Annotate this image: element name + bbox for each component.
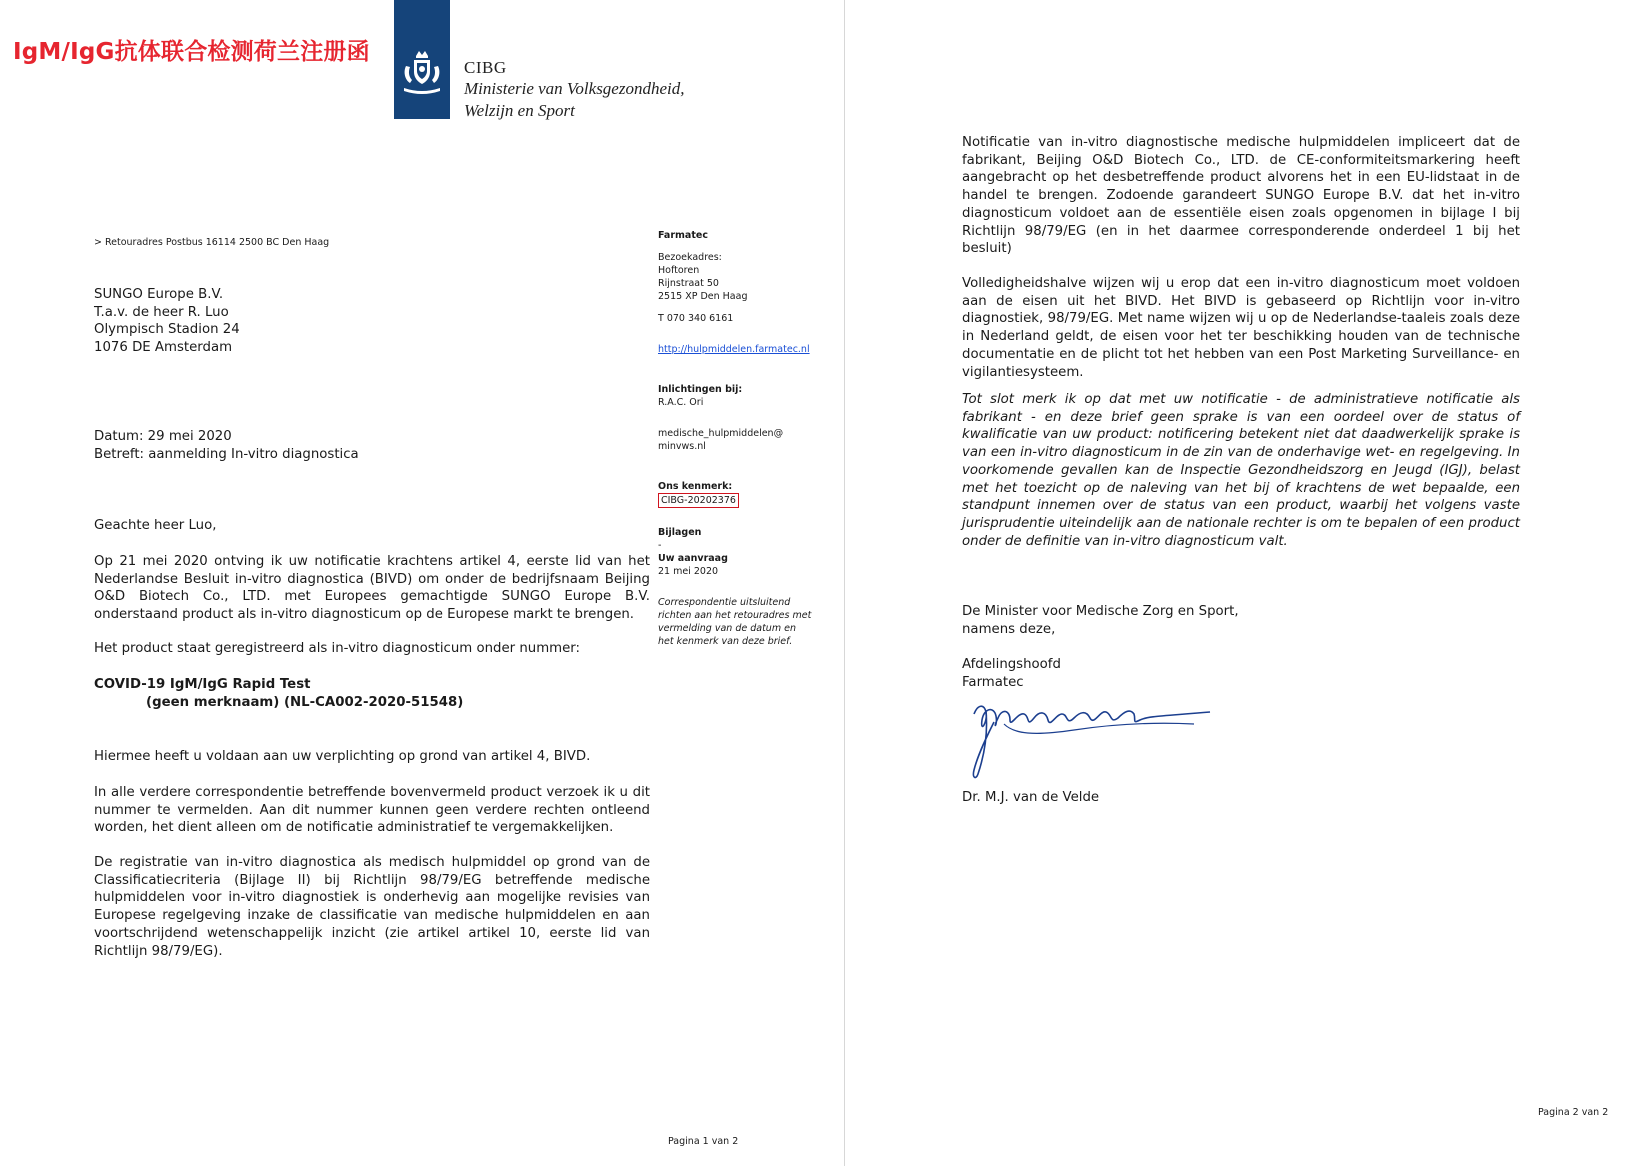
product-block xyxy=(94,676,463,711)
request-label: Uw aanvraag xyxy=(658,553,728,564)
closing-line: De Minister voor Medische Zorg en Sport, xyxy=(962,604,1239,619)
correspondence-note-line: richten aan het retouradres met xyxy=(658,610,812,621)
paragraph-classification: De registratie van in-vitro diagnostica als medisch hulpmiddel op grond van de Classificatiecriteria (Bijlage II) bij Richtlijn 98/79/EG betreffende medische hulpmiddelen voor in-vitro diagnostiek is onderhevig aan mogelijke revisies van Europese regelgeving inzake de classificatie van medische hulpmiddelen en aan voortschrijdend wetenschappelijk inzicht (zie artikel artikel 10, eerste lid van Richtlijn 98/79/EG). xyxy=(94,855,650,959)
paragraph-bivd-requirements: Volledigheidshalve wijzen wij u erop dat een in-vitro diagnosticum moet voldoen aan de eisen uit het BIVD. Het BIVD is gebaseerd op Richtlijn voor in-vitro diagnostiek, 98/79/EG. Met name wijzen wij u op de Nederlandse-taaleis zoals deze in Nederland geldt, de eisen voor het ter beschikking houden van de technische documentatie en de plicht tot het hebben van een Post Marketing Surveillance- en vigilantiesysteem. xyxy=(962,276,1520,380)
letter-sidebar xyxy=(658,229,833,648)
letter-page-2 xyxy=(846,0,1640,1166)
attachments-label: Bijlagen xyxy=(658,527,702,538)
department-title: Afdelingshoofd xyxy=(962,657,1061,672)
visit-line: Hoftoren xyxy=(658,265,700,276)
sidebar-dept: Farmatec xyxy=(658,230,708,241)
correspondence-note-line: vermelding van de datum en xyxy=(658,623,796,634)
paragraph-correspondence: In alle verdere correspondentie betreffende bovenvermeld product verzoek ik u dit nummer te vermelden. Aan dit nummer kunnen geen verdere rechten ontleend worden, het dient alleen om de notificatie administratief te vergemakkelijken. xyxy=(94,785,650,836)
info-label: Inlichtingen bij: xyxy=(658,384,743,395)
email-line: minvws.nl xyxy=(658,441,706,452)
page-number-2: Pagina 2 van 2 xyxy=(1538,1107,1609,1118)
return-address: > Retouradres Postbus 16114 2500 BC Den Haag xyxy=(94,237,330,248)
page-number-1: Pagina 1 van 2 xyxy=(668,1136,739,1147)
signer-name: Dr. M.J. van de Velde xyxy=(962,790,1100,805)
closing-block xyxy=(962,603,1239,638)
phone-number: T 070 340 6161 xyxy=(658,313,734,324)
paragraph-obligation: Hiermee heeft u voldaan aan uw verplichting op grond van artikel 4, BIVD. xyxy=(94,749,591,764)
red-title-banner: IgM/IgG抗体联合检测荷兰注册函 xyxy=(13,39,370,65)
greeting: Geachte heer Luo, xyxy=(94,518,217,533)
reference-label: Ons kenmerk: xyxy=(658,481,733,492)
ministry-name xyxy=(464,58,685,122)
attachments-value: - xyxy=(658,540,662,551)
request-date: 21 mei 2020 xyxy=(658,566,719,577)
ministry-line-2: Welzijn en Sport xyxy=(464,101,575,120)
reference-number: CIBG-20202376 xyxy=(658,493,739,508)
website-link[interactable]: http://hulpmiddelen.farmatec.nl xyxy=(658,344,810,355)
date-line: Datum: 29 mei 2020 xyxy=(94,429,232,444)
subject-line: Betreft: aanmelding In-vitro diagnostica xyxy=(94,446,359,462)
visit-line: 2515 XP Den Haag xyxy=(658,291,748,302)
handwritten-signature xyxy=(964,694,1214,784)
ministry-line-1: Ministerie van Volksgezondheid, xyxy=(464,79,685,98)
addressee-line: T.a.v. de heer R. Luo xyxy=(94,304,229,320)
email-line: medische_hulpmiddelen@ xyxy=(658,428,784,439)
department-block xyxy=(962,656,1061,691)
correspondence-note-line: het kenmerk van deze brief. xyxy=(658,636,793,647)
addressee-line: Olympisch Stadion 24 xyxy=(94,322,240,338)
visit-line: Rijnstraat 50 xyxy=(658,278,719,289)
paragraph-ce-marking: Notificatie van in-vitro diagnostische medische hulpmiddelen impliceert dat de fabrikant, Beijing O&D Biotech Co., LTD. de CE-conformiteitsmarkering heeft aangebracht op het desbetreffende product alvorens het in een EU-lidstaat in de handel te brengen. Zodoende garandeert SUNGO Europe B.V. dat het in-vitro diagnosticum voldoet aan de essentiële eisen zoals opgenomen in bijlage I bij Richtlijn 98/79/EG (en in het daarmee corresponderende onderdeel 1 bij het besluit) xyxy=(962,135,1520,257)
addressee-line: SUNGO Europe B.V. xyxy=(94,287,224,302)
product-registration-number: (geen merknaam) (NL-CA002-2020-51548) xyxy=(146,694,464,710)
ministry-logo-block xyxy=(394,0,450,119)
coat-of-arms-icon xyxy=(400,50,444,96)
page-divider xyxy=(844,0,845,1166)
product-name: COVID-19 IgM/IgG Rapid Test xyxy=(94,677,311,692)
paragraph-notification: Op 21 mei 2020 ontving ik uw notificatie krachtens artikel 4, eerste lid van het Nederlandse Besluit in-vitro diagnostica (BIVD) om onder de bedrijfsnaam Beijing O&D Biotech Co., LTD. met Europees gemachtigde SUNGO Europe B.V. onderstaand product als in-vitro diagnosticum op de Europese markt te brengen. xyxy=(94,554,650,623)
org-abbreviation: CIBG xyxy=(464,58,507,77)
addressee-line: 1076 DE Amsterdam xyxy=(94,340,233,356)
info-name: R.A.C. Ori xyxy=(658,397,704,408)
paragraph-disclaimer: Tot slot merk ik op dat met uw notificatie - de administratieve notificatie als fabrikant - en deze brief geen sprake is van een oordeel over de status of kwalificatie van uw product: notificering betekent niet dat daadwerkelijk sprake is van een in-vitro diagnosticum in de zin van de onderhavige wet- en regelgeving. In voorkomende gevallen kan de Inspectie Gezondheidszorg en Jeugd (IGJ), belast met het toezicht op de naleving van het bij of krachtens de wet bepaalde, een standpunt innemen over de status van een product, waarbij het volgens vaste jurisprudentie uiteindelijk aan de nationale rechter is om te bepalen of een product onder de definitie van in-vitro diagnosticum valt. xyxy=(962,392,1520,549)
closing-line: namens deze, xyxy=(962,621,1056,637)
department-name: Farmatec xyxy=(962,674,1024,690)
correspondence-note-line: Correspondentie uitsluitend xyxy=(658,597,791,608)
visit-label: Bezoekadres: xyxy=(658,252,722,263)
addressee-block xyxy=(94,286,240,357)
paragraph-registered: Het product staat geregistreerd als in-vitro diagnosticum onder nummer: xyxy=(94,641,580,656)
letter-meta xyxy=(94,428,359,463)
